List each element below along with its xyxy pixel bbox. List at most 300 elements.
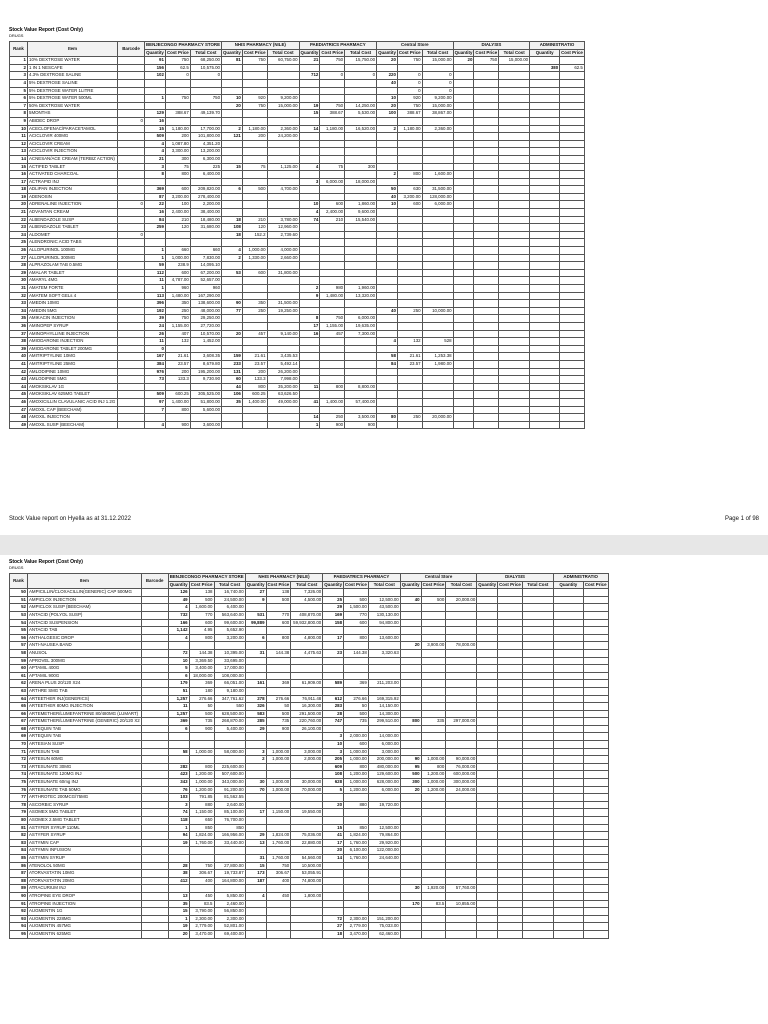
cost-price-cell: [560, 155, 585, 163]
cost-price-cell: 1,200.00: [344, 786, 369, 794]
cost-price-cell: [498, 748, 523, 756]
quantity-cell: [323, 672, 344, 680]
total-cost-cell: [499, 247, 530, 255]
table-row: [10, 680, 609, 688]
quantity-cell: [400, 611, 421, 619]
total-cost-cell: 3,435.53: [267, 353, 299, 361]
total-cost-cell: 2,640.00: [214, 801, 245, 809]
total-cost-cell: 56,850.00: [214, 908, 245, 916]
quantity-cell: 509: [145, 391, 166, 399]
cost-price-cell: [474, 277, 499, 285]
item-name: APROVEL 300MG: [28, 657, 142, 665]
total-cost-cell: 53,055.91: [291, 870, 323, 878]
cost-price-cell: 3,790.00: [189, 908, 214, 916]
quantity-cell: [245, 824, 266, 832]
total-cost-cell: [499, 406, 530, 414]
quantity-cell: [453, 155, 474, 163]
quantity-cell: [400, 892, 421, 900]
quantity-cell: [453, 307, 474, 315]
item-name: ARTESUNATE 60mg INJ: [28, 779, 142, 787]
quantity-cell: [453, 330, 474, 338]
cost-price-cell: [560, 193, 585, 201]
quantity-cell: [453, 391, 474, 399]
total-cost-cell: [522, 657, 553, 665]
row-rank: 43: [10, 376, 28, 384]
total-cost-cell: [291, 824, 323, 832]
quantity-cell: [222, 64, 243, 72]
table-row: [10, 642, 609, 650]
cost-price-cell: 2,000.00: [344, 733, 369, 741]
total-cost-cell: 14,095.10: [190, 262, 221, 270]
cost-price-cell: 630: [397, 186, 422, 194]
total-cost-cell: [214, 854, 245, 862]
store-header: ADMINISTRATIO: [553, 574, 608, 582]
total-cost-cell: 81,562.55: [214, 794, 245, 802]
cost-price-cell: 306.67: [266, 870, 291, 878]
report-subtitle: DRUGS: [9, 33, 24, 38]
cost-price-cell: [242, 155, 267, 163]
total-cost-cell: 211,203.00: [368, 680, 400, 688]
quantity-cell: 41: [299, 398, 320, 406]
quantity-cell: [477, 634, 498, 642]
quantity-cell: [477, 847, 498, 855]
cost-price-cell: [560, 171, 585, 179]
cost-price-cell: [498, 627, 523, 635]
quantity-cell: [553, 619, 583, 627]
quantity-cell: [530, 353, 560, 361]
barcode-cell: [141, 634, 168, 642]
cost-price-cell: 388.67: [320, 110, 345, 118]
cost-price-cell: [266, 741, 291, 749]
item-name: APTAMIL 900G: [28, 672, 142, 680]
item-name: ARTESUNATE 30MG: [28, 763, 142, 771]
total-cost-cell: 13,600.00: [368, 634, 400, 642]
quantity-cell: [477, 604, 498, 612]
quantity-cell: [400, 680, 421, 688]
cost-price-cell: [498, 908, 523, 916]
quantity-cell: [553, 847, 583, 855]
total-cost-cell: 76,911.48: [291, 695, 323, 703]
total-cost-cell: 94,800.00: [368, 619, 400, 627]
cost-price-cell: 75: [165, 163, 190, 171]
total-cost-cell: 6,400.00: [190, 171, 221, 179]
cost-price-cell: 133.3: [165, 376, 190, 384]
cost-price-cell: 960: [165, 285, 190, 293]
barcode-cell: [118, 383, 145, 391]
total-cost-cell: 200,000.00: [368, 756, 400, 764]
quantity-cell: 74: [299, 216, 320, 224]
cost-price-cell: [583, 801, 608, 809]
total-cost-cell: [368, 885, 400, 893]
cost-price-cell: 1,000.00: [189, 779, 214, 787]
table-row: [10, 862, 609, 870]
barcode-cell: [141, 809, 168, 817]
total-cost-cell: [291, 801, 323, 809]
table-row: [10, 87, 585, 95]
cost-price-cell: 2,779.00: [189, 923, 214, 931]
quantity-cell: [245, 665, 266, 673]
total-cost-cell: 57,760.00: [446, 885, 477, 893]
quantity-cell: [400, 703, 421, 711]
quantity-cell: [453, 376, 474, 384]
item-name: ANTHALGESIC DROP: [28, 634, 142, 642]
quantity-cell: 102: [145, 72, 166, 80]
quantity-cell: [377, 178, 398, 186]
cost-price-cell: 407: [165, 330, 190, 338]
total-cost-cell: 63,626.50: [267, 391, 299, 399]
row-rank: 52: [10, 604, 28, 612]
quantity-cell: [400, 627, 421, 635]
table-row: [10, 269, 585, 277]
total-cost-cell: [446, 741, 477, 749]
cost-price-cell: [583, 733, 608, 741]
quantity-cell: [377, 262, 398, 270]
cost-price-cell: [498, 923, 523, 931]
quantity-cell: [477, 725, 498, 733]
row-rank: 79: [10, 809, 28, 817]
total-cost-cell: [422, 285, 453, 293]
quantity-cell: [553, 817, 583, 825]
quantity-cell: 14: [323, 854, 344, 862]
cost-price-cell: [560, 117, 585, 125]
item-name: ARTEETHER INJ(GENERICS): [28, 695, 142, 703]
cost-price-cell: [320, 193, 345, 201]
cost-price-cell: [397, 133, 422, 141]
cost-price-cell: [344, 908, 369, 916]
total-cost-cell: [499, 360, 530, 368]
cost-price-cell: 800: [344, 763, 369, 771]
total-cost-cell: [214, 847, 245, 855]
cost-price-cell: [474, 209, 499, 217]
quantity-cell: 800: [400, 718, 421, 726]
total-cost-cell: [522, 642, 553, 650]
row-rank: 74: [10, 771, 28, 779]
cost-price-cell: [583, 611, 608, 619]
total-cost-cell: 15,000.00: [422, 102, 453, 110]
quantity-cell: 205: [323, 756, 344, 764]
total-cost-cell: [522, 596, 553, 604]
total-cost-cell: 2,739.60: [267, 231, 299, 239]
store-header: DIALYSIS: [477, 574, 554, 582]
quantity-cell: [477, 870, 498, 878]
barcode-cell: [118, 178, 145, 186]
total-cost-cell: 563,640.00: [214, 611, 245, 619]
cost-price-cell: [320, 345, 345, 353]
row-rank: 72: [10, 756, 28, 764]
cost-price-cell: [189, 756, 214, 764]
cost-price-cell: [421, 687, 446, 695]
item-name: ARTEQUIN TAB: [28, 725, 142, 733]
table-row: [10, 779, 609, 787]
quantity-cell: 84: [377, 360, 398, 368]
cost-price-cell: [344, 817, 369, 825]
barcode-cell: [141, 877, 168, 885]
row-rank: 82: [10, 832, 28, 840]
subcolumn-header: Quantity: [168, 581, 189, 589]
cost-price-cell: [266, 771, 291, 779]
total-cost-cell: 33,440.00: [214, 839, 245, 847]
row-rank: 53: [10, 611, 28, 619]
cost-price-cell: [560, 125, 585, 133]
cost-price-cell: [320, 186, 345, 194]
quantity-cell: 2: [299, 285, 320, 293]
subcolumn-header: Cost Price: [242, 49, 267, 57]
cost-price-cell: [242, 140, 267, 148]
quantity-cell: [477, 908, 498, 916]
cost-price-cell: [498, 589, 523, 597]
cost-price-cell: [560, 239, 585, 247]
cost-price-cell: [421, 892, 446, 900]
item-name: 1 IN 1 NESCAFE: [28, 64, 118, 72]
quantity-cell: 19: [168, 923, 189, 931]
footer-note: Stock Value report on Hyella as at 31.12.2022: [9, 516, 131, 522]
quantity-cell: 91: [145, 57, 166, 65]
total-cost-cell: [267, 117, 299, 125]
cost-price-cell: [344, 900, 369, 908]
total-cost-cell: [345, 269, 377, 277]
store-header: BENJECONGO PHARMACY STORE: [168, 574, 245, 582]
cost-price-cell: [474, 398, 499, 406]
cost-price-cell: [320, 406, 345, 414]
cost-price-cell: [165, 79, 190, 87]
row-rank: 22: [10, 216, 28, 224]
quantity-cell: [377, 285, 398, 293]
quantity-cell: [400, 817, 421, 825]
quantity-cell: [299, 239, 320, 247]
item-name: ATROPINE INJECTION: [28, 900, 142, 908]
quantity-cell: [530, 87, 560, 95]
quantity-cell: [477, 892, 498, 900]
cost-price-cell: [266, 665, 291, 673]
item-name: AMALAR TABLET: [28, 269, 118, 277]
quantity-cell: [400, 839, 421, 847]
quantity-cell: 1,257: [168, 710, 189, 718]
cost-price-cell: [498, 642, 523, 650]
report-header: [9, 27, 83, 39]
quantity-cell: 732: [168, 611, 189, 619]
quantity-cell: [377, 239, 398, 247]
quantity-cell: [453, 72, 474, 80]
cost-price-cell: [397, 262, 422, 270]
total-cost-cell: [499, 391, 530, 399]
cost-price-cell: [242, 414, 267, 422]
table-row: [10, 672, 609, 680]
quantity-cell: [377, 117, 398, 125]
cost-price-cell: [397, 163, 422, 171]
quantity-cell: [323, 665, 344, 673]
cost-price-cell: [421, 930, 446, 938]
subcolumn-header: Quantity: [400, 581, 421, 589]
total-cost-cell: [190, 414, 221, 422]
cost-price-cell: 2,779.00: [344, 923, 369, 931]
total-cost-cell: 76,700.00: [214, 817, 245, 825]
cost-price-cell: 6,000.00: [320, 178, 345, 186]
cost-price-cell: 2,400.00: [320, 209, 345, 217]
total-cost-cell: [291, 604, 323, 612]
quantity-cell: [553, 680, 583, 688]
cost-price-cell: 1,760.00: [344, 854, 369, 862]
quantity-cell: 13: [168, 892, 189, 900]
total-cost-cell: 19,635.00: [345, 322, 377, 330]
total-cost-cell: 225: [190, 163, 221, 171]
cost-price-cell: [397, 140, 422, 148]
row-rank: 15: [10, 163, 28, 171]
total-cost-cell: 57,400.00: [345, 398, 377, 406]
subcolumn-header: Total Cost: [214, 581, 245, 589]
quantity-cell: 108: [323, 771, 344, 779]
cost-price-cell: [242, 209, 267, 217]
cost-price-cell: 238.9: [165, 262, 190, 270]
cost-price-cell: 1,200.00: [189, 771, 214, 779]
total-cost-cell: 550: [214, 703, 245, 711]
item-name: ARTHRE SMG TAB: [28, 687, 142, 695]
quantity-cell: [453, 262, 474, 270]
cost-price-cell: 1,180.00: [397, 125, 422, 133]
quantity-cell: [222, 79, 243, 87]
quantity-cell: [400, 854, 421, 862]
cost-price-cell: 500: [189, 710, 214, 718]
total-cost-cell: 1,600.00: [422, 171, 453, 179]
total-cost-cell: 5,492.14: [267, 360, 299, 368]
table-row: [10, 710, 609, 718]
cost-price-cell: 210: [165, 216, 190, 224]
quantity-cell: [553, 604, 583, 612]
cost-price-cell: [165, 383, 190, 391]
total-cost-cell: 2,460.00: [214, 900, 245, 908]
table-row: [10, 771, 609, 779]
cost-price-cell: [474, 262, 499, 270]
total-cost-cell: [446, 687, 477, 695]
quantity-cell: [553, 649, 583, 657]
total-cost-cell: 31,800.00: [267, 269, 299, 277]
cost-price-cell: 0: [397, 87, 422, 95]
table-row: [10, 824, 609, 832]
quantity-cell: 4: [245, 892, 266, 900]
quantity-cell: [453, 87, 474, 95]
total-cost-cell: [422, 231, 453, 239]
total-cost-cell: [422, 269, 453, 277]
total-cost-cell: [267, 421, 299, 429]
quantity-cell: [400, 665, 421, 673]
cost-price-cell: 210: [242, 216, 267, 224]
quantity-cell: [477, 779, 498, 787]
quantity-cell: [377, 398, 398, 406]
quantity-cell: 10: [323, 741, 344, 749]
quantity-cell: 20: [400, 642, 421, 650]
total-cost-cell: 1,980.00: [422, 360, 453, 368]
cost-price-cell: 900: [165, 421, 190, 429]
cost-price-cell: 50: [266, 703, 291, 711]
quantity-cell: [323, 877, 344, 885]
quantity-cell: [299, 247, 320, 255]
total-cost-cell: [345, 239, 377, 247]
total-cost-cell: 343,000.00: [214, 779, 245, 787]
cost-price-cell: 210: [320, 216, 345, 224]
cost-price-cell: [266, 642, 291, 650]
table-row: [10, 763, 609, 771]
total-cost-cell: [446, 733, 477, 741]
total-cost-cell: 1,452.00: [190, 338, 221, 346]
cost-price-cell: [397, 383, 422, 391]
cost-price-cell: [397, 224, 422, 232]
total-cost-cell: [522, 877, 553, 885]
quantity-cell: [145, 383, 166, 391]
table-row: [10, 155, 585, 163]
quantity-cell: 283: [323, 703, 344, 711]
cost-price-cell: 735: [344, 718, 369, 726]
table-row: [10, 285, 585, 293]
quantity-cell: 31: [245, 649, 266, 657]
row-rank: 89: [10, 885, 28, 893]
cost-price-cell: 276.66: [189, 695, 214, 703]
quantity-cell: 1: [145, 247, 166, 255]
cost-price-cell: [474, 95, 499, 103]
quantity-cell: [299, 87, 320, 95]
cost-price-cell: [397, 368, 422, 376]
cost-price-cell: [498, 741, 523, 749]
total-cost-cell: [345, 148, 377, 156]
quantity-cell: [553, 786, 583, 794]
quantity-cell: [400, 923, 421, 931]
cost-price-cell: [560, 72, 585, 80]
cost-price-cell: [165, 231, 190, 239]
total-cost-cell: 600,000.00: [446, 771, 477, 779]
quantity-cell: 4: [377, 338, 398, 346]
cost-price-cell: 4,787.00: [165, 277, 190, 285]
cost-price-cell: [474, 133, 499, 141]
row-rank: 48: [10, 414, 28, 422]
total-cost-cell: [522, 839, 553, 847]
quantity-cell: [168, 854, 189, 862]
item-name: ADENOSIN: [28, 193, 118, 201]
total-cost-cell: 60,750.00: [267, 57, 299, 65]
item-name: ASTYMIN CAP: [28, 839, 142, 847]
quantity-cell: [299, 79, 320, 87]
cost-price-cell: 83.5: [421, 900, 446, 908]
total-cost-cell: [499, 125, 530, 133]
quantity-cell: 2: [222, 254, 243, 262]
cost-price-cell: [242, 87, 267, 95]
item-name: ACICLOVIR 400MG: [28, 133, 118, 141]
cost-price-cell: [583, 665, 608, 673]
cost-price-cell: 600: [165, 269, 190, 277]
barcode-cell: [141, 862, 168, 870]
cost-price-cell: [560, 57, 585, 65]
item-name: AMOXIL CAP (BEECHAM): [28, 406, 118, 414]
row-rank: 58: [10, 649, 28, 657]
quantity-cell: [477, 710, 498, 718]
quantity-cell: [400, 930, 421, 938]
cost-price-cell: [320, 171, 345, 179]
row-rank: 85: [10, 854, 28, 862]
quantity-cell: [530, 57, 560, 65]
total-cost-cell: [267, 178, 299, 186]
table-row: [10, 345, 585, 353]
item-name: 5MONTHS: [28, 110, 118, 118]
cost-price-cell: 1,200.00: [189, 786, 214, 794]
cost-price-cell: [583, 596, 608, 604]
item-name: AMPICLOX INJECTION: [28, 596, 142, 604]
barcode-cell: [141, 870, 168, 878]
cost-price-cell: 750: [189, 862, 214, 870]
total-cost-cell: 29,920.00: [368, 839, 400, 847]
total-cost-cell: [214, 733, 245, 741]
store-header: NHIS PHARMACY (NILE): [222, 42, 300, 50]
row-rank: 59: [10, 657, 28, 665]
total-cost-cell: 299,510.00: [368, 718, 400, 726]
cost-price-cell: [560, 307, 585, 315]
table-row: [10, 854, 609, 862]
